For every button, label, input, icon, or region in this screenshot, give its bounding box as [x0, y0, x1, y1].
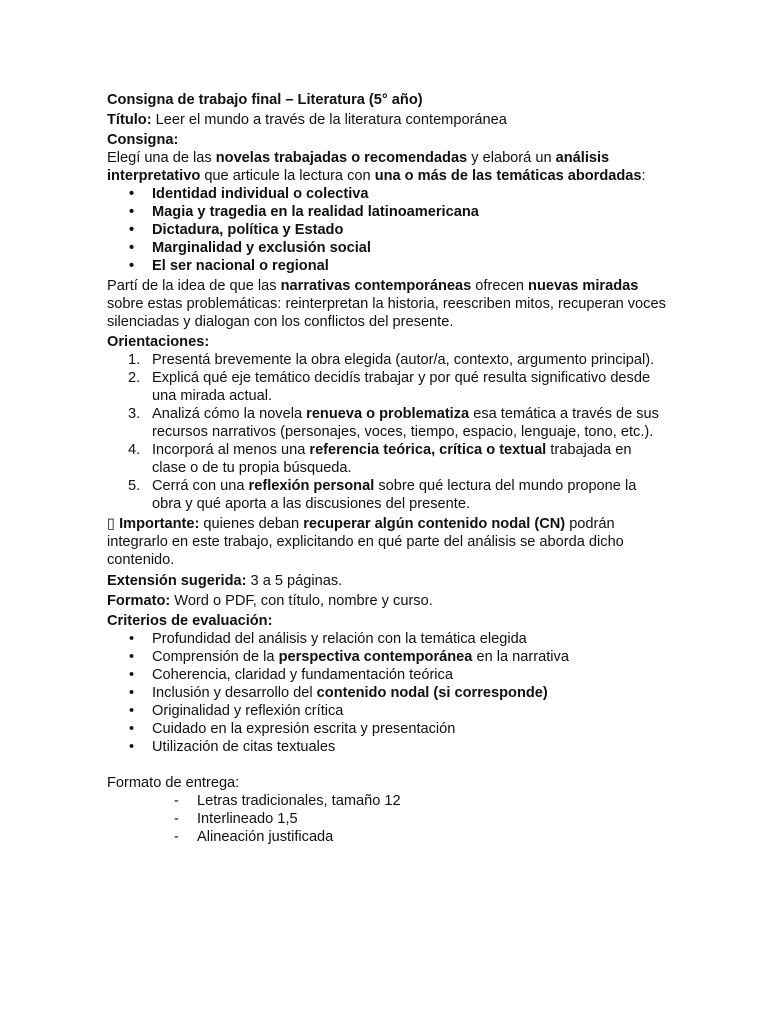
parti-text-2: ofrecen	[471, 278, 529, 294]
importante-text-2: podrán integrarlo en este trabajo, explicitando en qué parte del análisis se aborda dicho contenido.	[107, 516, 624, 568]
orientacion-text: trabajada en clase o de tu propia búsqueda.	[152, 442, 632, 476]
entrega-heading: Formato de entrega:	[107, 775, 240, 791]
entrega-text: Interlineado 1,5	[197, 811, 298, 827]
titulo-line	[107, 111, 667, 129]
orientacion-text: Analizá cómo la novela	[152, 406, 307, 422]
tematica-item: • Marginalidad y exclusión social	[107, 239, 667, 257]
importante-label: Importante:	[115, 516, 200, 532]
orientacion-text: esa temática a través de sus recursos narrativos (personajes, voces, tiempo, espacio, lenguaje, tono, etc.).	[152, 406, 659, 440]
consigna-text-2: y elaborá un	[467, 150, 556, 166]
criterio-item	[107, 684, 667, 702]
orientacion-text: Presentá brevemente la obra elegida (autor/a, contexto, argumento principal).	[152, 352, 655, 368]
dash-marker: -	[174, 793, 179, 809]
tematica-item: • Identidad individual o colectiva	[107, 185, 667, 203]
criterio-item	[107, 702, 667, 720]
consigna-heading: Consigna:	[107, 132, 179, 148]
orientacion-item	[107, 351, 667, 369]
entrega-item	[107, 810, 667, 828]
extension-label: Extensión sugerida:	[107, 573, 247, 589]
consigna-paragraph	[107, 149, 667, 185]
orientacion-number: 2.	[128, 370, 141, 386]
orientacion-text: Explicá qué eje temático decidís trabajar y por qué resulta significativo desde una mirada actual.	[152, 370, 651, 404]
parti-paragraph	[107, 277, 667, 331]
orientacion-bold: reflexión personal	[248, 478, 375, 494]
criterio-item	[107, 720, 667, 738]
entrega-list	[107, 792, 667, 846]
criterio-bold: contenido nodal (si corresponde)	[316, 685, 548, 701]
orientacion-item	[107, 405, 667, 441]
criterio-text: Utilización de citas textuales	[152, 739, 336, 755]
formato-line	[107, 592, 667, 610]
orientacion-bold: renueva o problematiza	[306, 406, 470, 422]
formato-value: Word o PDF, con título, nombre y curso.	[170, 593, 433, 609]
consigna-bold-3: una o más de las temáticas abordadas	[374, 168, 642, 184]
titulo-label: Título:	[107, 112, 152, 128]
entrega-item	[107, 828, 667, 846]
tematica-item: • Magia y tragedia en la realidad latinoamericana	[107, 203, 667, 221]
formato-label: Formato:	[107, 593, 171, 609]
orientacion-number: 1.	[128, 352, 141, 368]
orientacion-text: Incorporá al menos una	[152, 442, 310, 458]
orientacion-item	[107, 369, 667, 405]
criterio-item	[107, 738, 667, 756]
orientacion-item	[107, 441, 667, 477]
consigna-text-3: que articule la lectura con	[200, 168, 375, 184]
consigna-text-1: Elegí una de las	[107, 150, 216, 166]
consigna-bold-1: novelas trabajadas o recomendadas	[215, 150, 468, 166]
criterio-bold: perspectiva contemporánea	[278, 649, 473, 665]
orientacion-text: Cerrá con una	[152, 478, 249, 494]
importante-bold: recuperar algún contenido nodal (CN)	[303, 516, 566, 532]
importante-paragraph	[107, 515, 667, 569]
warning-icon: ▯	[107, 516, 116, 532]
orientacion-bold: referencia teórica, crítica o textual	[309, 442, 547, 458]
blank-line	[107, 756, 667, 772]
dash-marker: -	[174, 829, 179, 845]
dash-marker: -	[174, 811, 179, 827]
extension-line	[107, 572, 667, 590]
criterio-item	[107, 630, 667, 648]
entrega-item	[107, 792, 667, 810]
consigna-bold-2: análisis interpretativo	[107, 150, 610, 184]
entrega-text: Letras tradicionales, tamaño 12	[197, 793, 401, 809]
orientacion-number: 5.	[128, 478, 141, 494]
criterios-list	[107, 630, 667, 756]
parti-text-1: Partí de la idea de que las	[107, 278, 281, 294]
entrega-text: Alineación justificada	[197, 829, 334, 845]
orientacion-text: sobre qué lectura del mundo propone la obra y qué aporta a las discusiones del presente.	[152, 478, 637, 512]
orientacion-number: 3.	[128, 406, 141, 422]
criterio-text: Comprensión de la	[152, 649, 279, 665]
criterio-text: Inclusión y desarrollo del	[152, 685, 317, 701]
consigna-text-4: :	[641, 168, 646, 184]
orientacion-item	[107, 477, 667, 513]
tematica-item: • Dictadura, política y Estado	[107, 221, 667, 239]
parti-bold-1: narrativas contemporáneas	[280, 278, 472, 294]
orientaciones-list	[107, 351, 667, 513]
document-page	[107, 91, 667, 846]
criterio-text: Profundidad del análisis y relación con la temática elegida	[152, 631, 527, 647]
orientacion-number: 4.	[128, 442, 141, 458]
orientaciones-heading: Orientaciones:	[107, 334, 210, 350]
parti-bold-2: nuevas miradas	[528, 278, 639, 294]
parti-text-3: sobre estas problemáticas: reinterpretan la historia, reescriben mitos, recuperan voces silenciadas y dialogan con los conflictos del presente.	[107, 296, 666, 330]
criterio-text: Cuidado en la expresión escrita y presentación	[152, 721, 456, 737]
criterio-text: Coherencia, claridad y fundamentación teórica	[152, 667, 453, 683]
extension-value: 3 a 5 páginas.	[246, 573, 343, 589]
criterio-item	[107, 648, 667, 666]
criterio-text: en la narrativa	[472, 649, 569, 665]
importante-text-1: quienes deban	[199, 516, 304, 532]
document-title: Consigna de trabajo final – Literatura (5° año)	[107, 92, 423, 108]
criterio-text: Originalidad y reflexión crítica	[152, 703, 344, 719]
tematicas-list	[107, 185, 667, 275]
criterios-heading: Criterios de evaluación:	[107, 613, 273, 629]
titulo-text: Leer el mundo a través de la literatura contemporánea	[151, 112, 507, 128]
criterio-item	[107, 666, 667, 684]
tematica-item: • El ser nacional o regional	[107, 257, 667, 275]
